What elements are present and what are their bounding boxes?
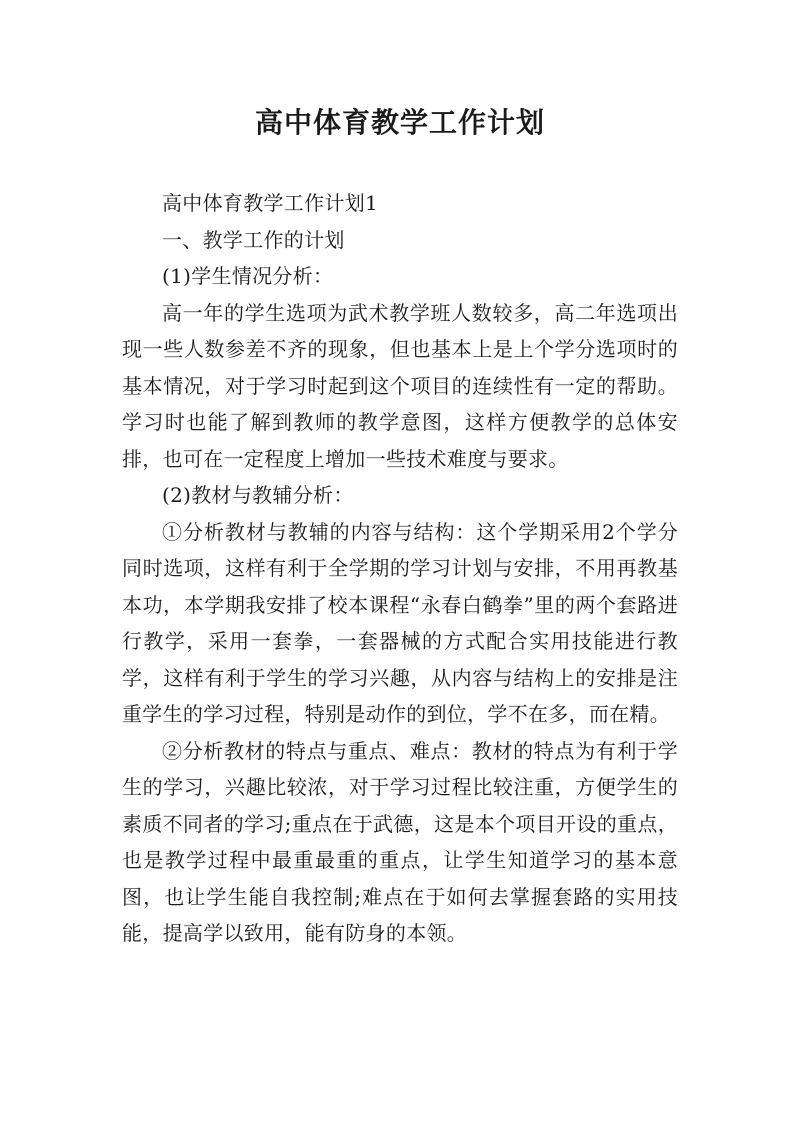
document-title: 高中体育教学工作计划 [254,106,545,139]
item-heading: (1)学生情况分析： [162,264,334,288]
subsection-heading: 一、教学工作的计划 [162,227,345,252]
document-body [122,185,678,952]
body-paragraph: 高一年的学生选项为武术教学班人数较多，高二年选项出现一些人数参差不齐的现象，但也基本上是上个学分选项时的基本情况，对于学习时起到这个项目的连续性有一定的帮助。学习时也能了解到教师的教学意图，这样方便教学的总体安排，也可在一定程度上增加一些技术难度与要求。 [122,300,678,471]
body-paragraph: ①分析教材与教辅的内容与结构：这个学期采用2个学分同时选项，这样有利于全学期的学习计划与安排，不用再教基本功，本学期我安排了校本课程“永春白鹤拳”里的两个套路进行教学，采用一套拳，一套器械的方式配合实用技能进行教学，这样有利于学生的学习兴趣，从内容与结构上的安排是注重学生的学习过程，特别是动作的到位，学不在多，而在精。 [122,519,678,726]
item-heading: (2)教材与教辅分析： [162,483,354,507]
body-paragraph: ②分析教材的特点与重点、难点：教材的特点为有利于学生的学习，兴趣比较浓，对于学习过程比较注重，方便学生的素质不同者的学习;重点在于武德，这是本个项目开设的重点，也是教学过程中最重最重的重点，让学生知道学习的基本意图，也让学生能自我控制;难点在于如何去掌握套路的实用技能，提高学以致用，能有防身的本领。 [122,738,678,945]
section-heading: 高中体育教学工作计划1 [162,191,379,215]
